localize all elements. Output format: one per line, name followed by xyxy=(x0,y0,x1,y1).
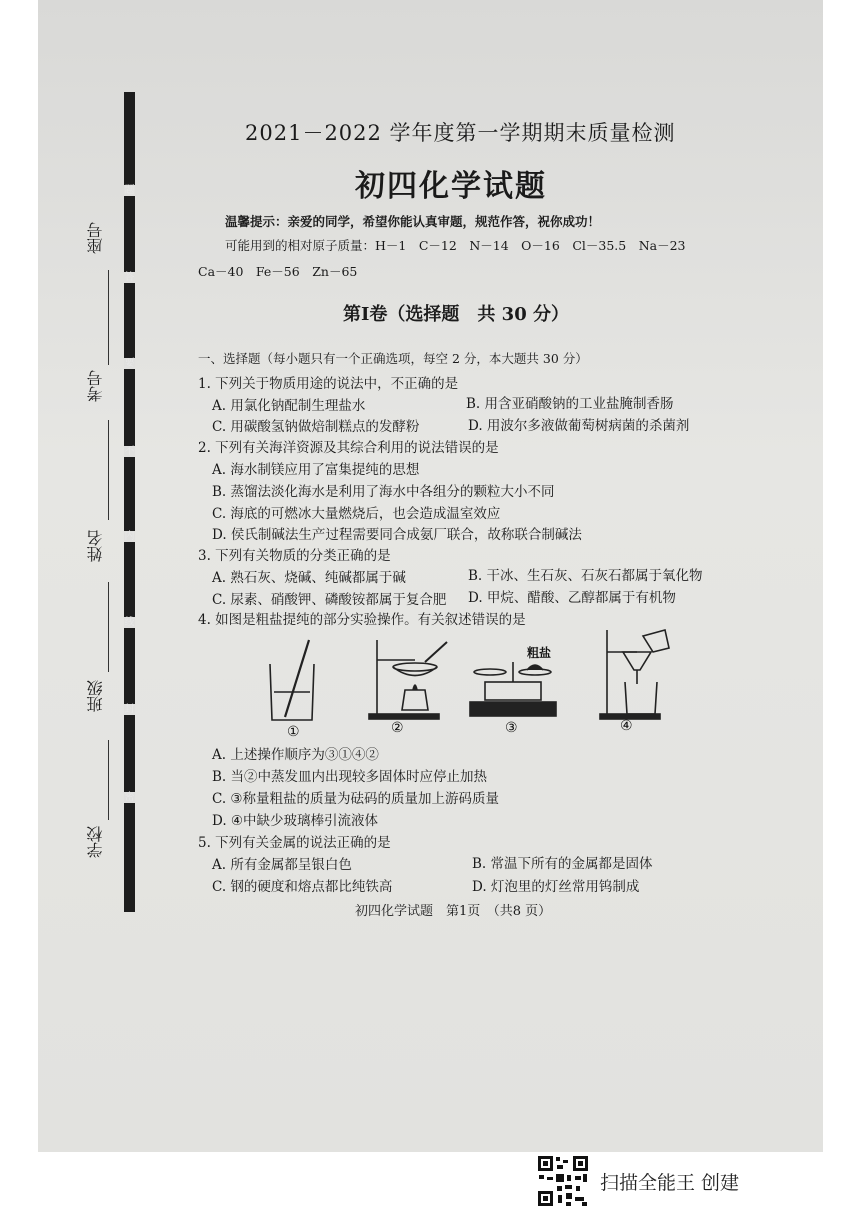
section-title: 第Ⅰ卷（选择题 共 30 分） xyxy=(343,304,570,325)
seal-char: 线 xyxy=(124,617,135,628)
option: B. 常温下所有的金属都是固体 xyxy=(472,856,653,872)
seal-char: 要 xyxy=(124,358,135,369)
option: C. 钢的硬度和熔点都比纯铁高 xyxy=(212,879,393,895)
option: A. 所有金属都呈银白色 xyxy=(212,857,352,873)
option: D. 侯氏制碱法生产过程需要同合成氨厂联合，故称联合制碱法 xyxy=(212,527,582,543)
atomic-mass-line-1: 可能用到的相对原子质量：H－1 C－12 N－14 O－16 Cl－35.5 Na－23 xyxy=(225,238,686,253)
seal-char: 答 xyxy=(124,272,135,283)
option: A. 上述操作顺序为③①④② xyxy=(212,747,379,763)
option: D. 甲烷、醋酸、乙醇都属于有机物 xyxy=(468,590,676,606)
fig-label-crude-salt: 粗盐 xyxy=(527,646,552,660)
option: C. 用碳酸氢钠做焙制糕点的发酵粉 xyxy=(212,419,420,435)
seal-char: 内 xyxy=(124,531,135,542)
option: A. 用氯化钠配制生理盐水 xyxy=(212,398,366,414)
label-exam-no: 考号 xyxy=(86,370,105,402)
label-seat-no: 座号 xyxy=(86,222,105,254)
option: D. 灯泡里的灯丝常用钨制成 xyxy=(472,879,640,895)
option: A. 海水制镁应用了富集提纯的思想 xyxy=(212,462,420,478)
option: D. 用波尔多液做葡萄树病菌的杀菌剂 xyxy=(468,418,690,434)
option: C. ③称量粗盐的质量为砝码的质量加上游码质量 xyxy=(212,791,500,807)
evaporation-figure xyxy=(369,640,447,719)
option: B. 干冰、生石灰、石灰石都属于氧化物 xyxy=(468,568,703,584)
part-heading: 一、选择题（每小题只有一个正确选项，每空 2 分，本大题共 30 分） xyxy=(198,351,588,366)
class-blank xyxy=(108,582,109,672)
fig-label-4: ④ xyxy=(620,718,633,734)
question-stem: 2. 下列有关海洋资源及其综合利用的说法错误的是 xyxy=(198,440,499,456)
page-footer: 初四化学试题 第1页 （共8 页） xyxy=(355,904,552,919)
question-stem: 5. 下列有关金属的说法正确的是 xyxy=(198,835,391,851)
term-title: 2021－2022 学年度第一学期期末质量检测 xyxy=(245,121,676,145)
option: D. ④中缺少玻璃棒引流液体 xyxy=(212,813,379,829)
lab-figure xyxy=(265,622,675,740)
label-school: 学校 xyxy=(86,826,105,858)
option: B. 当②中蒸发皿内出现较多固体时应停止加热 xyxy=(212,769,488,785)
fig-label-3: ③ xyxy=(505,720,518,736)
balance-figure xyxy=(470,662,556,716)
tip: 温馨提示：亲爱的同学，希望你能认真审题，规范作答，祝你成功！ xyxy=(225,214,601,229)
label-name: 姓名 xyxy=(86,530,105,562)
seal-char: 封 xyxy=(124,704,135,715)
school-blank xyxy=(108,740,109,820)
option: C. 海底的可燃冰大量燃烧后，也会造成温室效应 xyxy=(212,506,501,522)
fig-label-2: ② xyxy=(391,720,404,736)
seal-char: 题 xyxy=(124,185,135,196)
option: A. 熟石灰、烧碱、纯碱都属于碱 xyxy=(212,570,406,586)
option: C. 尿素、硝酸钾、磷酸铵都属于复合肥 xyxy=(212,592,447,608)
subject-title: 初四化学试题 xyxy=(355,169,547,204)
filtration-figure xyxy=(600,630,669,719)
qr-code-icon xyxy=(537,1155,589,1207)
option: B. 蒸馏法淡化海水是利用了海水中各组分的颗粒大小不同 xyxy=(212,484,555,500)
seal-char: 不 xyxy=(124,446,135,457)
question-stem: 4. 如图是粗盐提纯的部分实验操作。有关叙述错误的是 xyxy=(198,612,526,628)
atomic-mass-line-2: Ca－40 Fe－56 Zn－65 xyxy=(198,264,358,279)
question-stem: 3. 下列有关物质的分类正确的是 xyxy=(198,548,391,564)
question-stem: 1. 下列关于物质用途的说法中，不正确的是 xyxy=(198,376,459,392)
exam-no-blank xyxy=(108,270,109,365)
option: B. 用含亚硝酸钠的工业盐腌制香肠 xyxy=(466,396,674,412)
scanner-brand: 扫描全能王 创建 xyxy=(600,1172,740,1194)
seal-char: 密 xyxy=(124,792,135,803)
fig-label-1: ① xyxy=(287,724,300,740)
name-blank xyxy=(108,420,109,520)
binding-bar xyxy=(124,92,135,912)
beaker-stirring-figure xyxy=(270,640,314,720)
label-class: 班级 xyxy=(86,680,105,712)
